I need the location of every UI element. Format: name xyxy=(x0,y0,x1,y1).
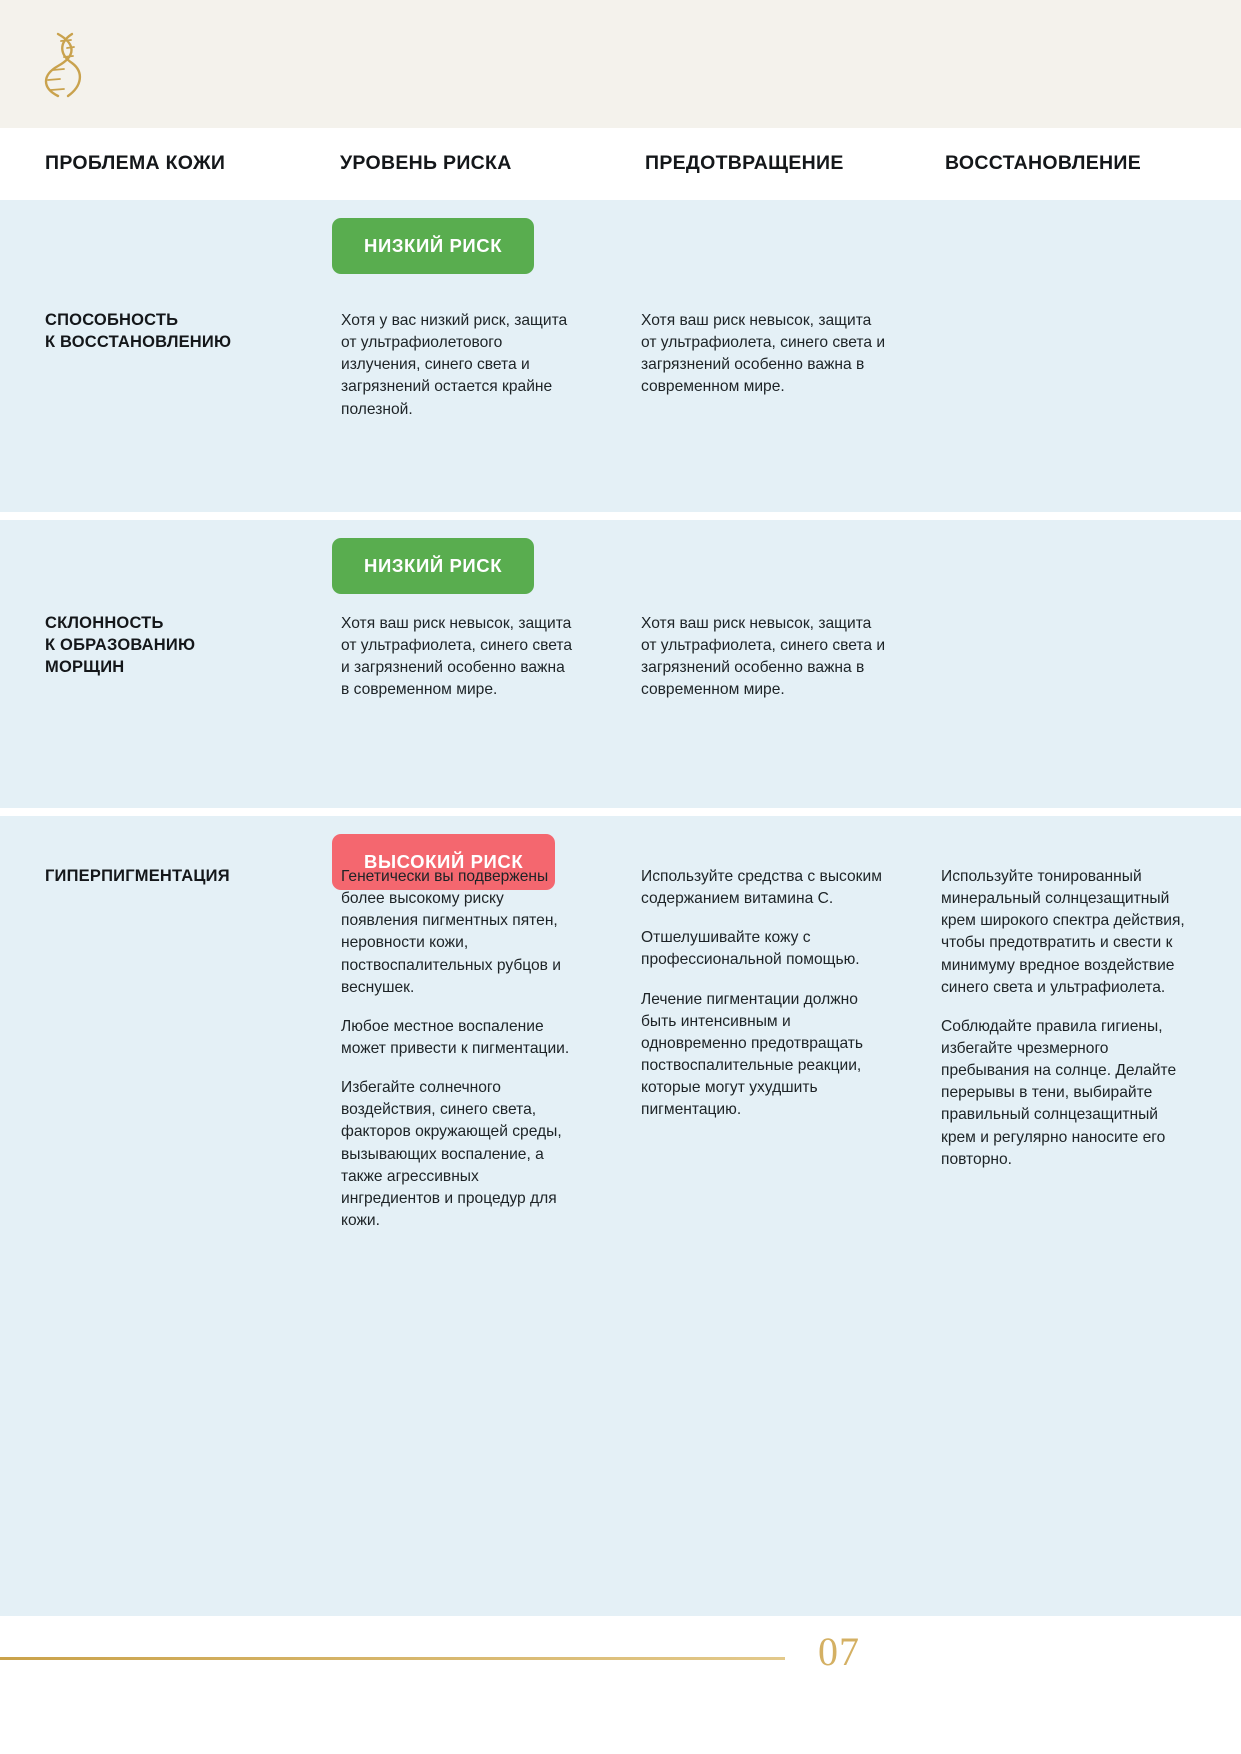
cell-prevention xyxy=(641,310,891,399)
row-title-line: К ОБРАЗОВАНИЮ xyxy=(45,635,196,654)
row-title-line: К ВОССТАНОВЛЕНИЮ xyxy=(45,332,232,351)
paragraph: Используйте средства с высоким содержанием витамина C. xyxy=(641,868,882,908)
status-badge: НИЗКИЙ РИСК xyxy=(332,538,534,594)
paragraph: Избегайте солнечного воздействия, синего света, факторов окружающей среды, вызывающих воспаление, а также агрессивных ингредиентов и процедур для кожи. xyxy=(341,1079,562,1229)
header-band xyxy=(0,0,1241,128)
paragraph: Генетически вы подвержены более высокому риску появления пигментных пятен, неровности кожи, поствоспалительных рубцов и веснушек. xyxy=(341,868,562,996)
row-title-line: СПОСОБНОСТЬ xyxy=(45,311,179,329)
page-number: 07 xyxy=(818,1629,860,1674)
status-badge: ВЫСОКИЙ РИСК xyxy=(332,834,555,890)
column-header-risk-level: УРОВЕНЬ РИСКА xyxy=(340,152,512,174)
cell-prevention xyxy=(641,613,891,702)
table-row xyxy=(0,816,1241,1616)
column-header-recovery: ВОССТАНОВЛЕНИЕ xyxy=(945,152,1142,174)
cell-prevention xyxy=(641,866,891,1121)
table-column-headers xyxy=(0,128,1241,200)
status-badge: НИЗКИЙ РИСК xyxy=(332,218,534,274)
table-row xyxy=(0,200,1241,512)
paragraph: Используйте тонированный минеральный солнцезащитный крем широкого спектра действия, чтобы предотвратить и свести к минимуму вредное воздействие синего света и ультрафиолета. xyxy=(941,868,1185,996)
row-title-line: СКЛОННОСТЬ xyxy=(45,614,164,632)
paragraph: Соблюдайте правила гигиены, избегайте чрезмерного пребывания на солнце. Делайте перерывы в тени, выбирайте правильный солнцезащитный крем и регулярно наносите его повторно. xyxy=(941,1017,1177,1168)
dna-helix-icon xyxy=(38,30,94,100)
cell-risk-description xyxy=(341,866,576,1232)
footer-divider xyxy=(0,1657,785,1660)
cell-risk-description xyxy=(341,310,576,421)
paragraph: Хотя ваш риск невысок, защита от ультрафиолета, синего света и загрязнений особенно важна в современном мире. xyxy=(641,312,886,396)
paragraph: Любое местное воспаление может привести к пигментации. xyxy=(341,1017,570,1057)
column-header-problem: ПРОБЛЕМА КОЖИ xyxy=(45,152,226,174)
table-row xyxy=(0,520,1241,808)
row-title-wrinkle-tendency xyxy=(45,613,295,678)
paragraph: Хотя ваш риск невысок, защита от ультрафиолета, синего света и загрязнений особенно важна в современном мире. xyxy=(641,615,886,699)
paragraph: Лечение пигментации должно быть интенсивным и одновременно предотвращать поствоспалительные реакции, которые могут ухудшить пигментацию. xyxy=(641,990,864,1119)
row-title-hyperpigmentation xyxy=(45,866,295,888)
paragraph: Отшелушивайте кожу с профессиональной помощью. xyxy=(641,929,860,969)
row-title-line: МОРЩИН xyxy=(45,657,125,676)
paragraph: Хотя ваш риск невысок, защита от ультрафиолета, синего света и загрязнений особенно важна в современном мире. xyxy=(341,615,573,699)
row-title-recovery-ability xyxy=(45,310,295,354)
paragraph: Хотя у вас низкий риск, защита от ультрафиолетового излучения, синего света и загрязнений остается крайне полезной. xyxy=(341,312,568,418)
cell-risk-description xyxy=(341,613,576,702)
row-title-line: ГИПЕРПИГМЕНТАЦИЯ xyxy=(45,867,230,885)
cell-recovery xyxy=(941,866,1189,1171)
column-header-prevention: ПРЕДОТВРАЩЕНИЕ xyxy=(645,152,844,174)
